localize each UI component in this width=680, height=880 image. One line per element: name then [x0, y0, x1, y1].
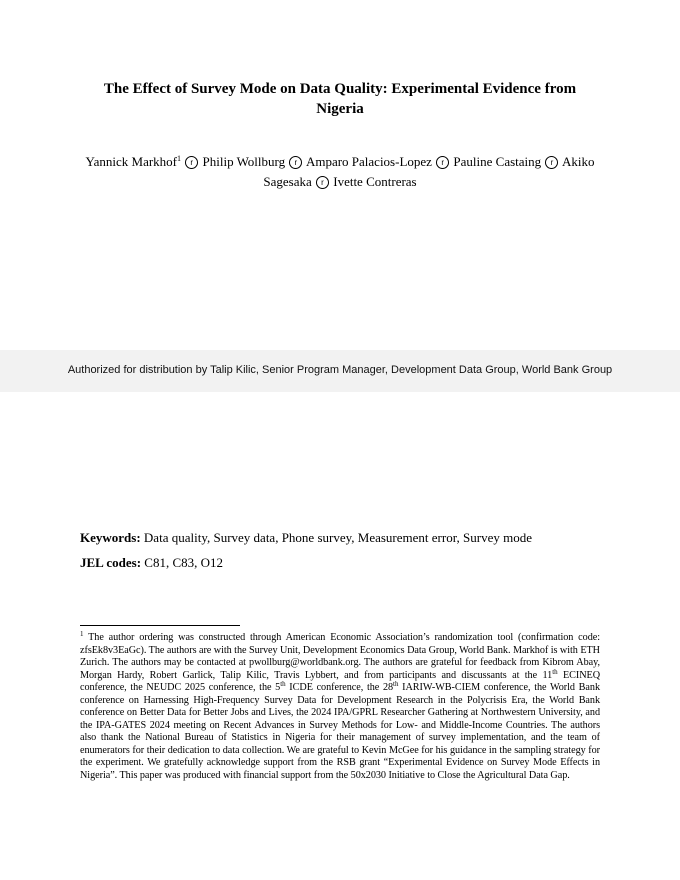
author-name: Pauline Castaing	[453, 154, 542, 169]
orcid-icon[interactable]: r	[316, 176, 329, 189]
author-name: Ivette Contreras	[333, 174, 417, 189]
jel-text: C81, C83, O12	[144, 555, 224, 570]
keywords-label: Keywords:	[80, 530, 141, 545]
footnote	[80, 632, 600, 782]
authorization-banner	[0, 350, 680, 392]
keywords-text: Data quality, Survey data, Phone survey, Measurement error, Survey mode	[143, 530, 532, 545]
author-name: Amparo Palacios-Lopez	[305, 154, 432, 169]
author-name: Yannick Markhof	[85, 154, 177, 169]
ordinal-suffix: th	[393, 680, 399, 688]
author-name: Philip Wollburg	[202, 154, 286, 169]
ordinal-suffix: th	[280, 680, 286, 688]
paper-title: The Effect of Survey Mode on Data Quality: Experimental Evidence from Nigeria	[103, 81, 577, 117]
orcid-icon[interactable]: r	[185, 156, 198, 169]
ordinal-suffix: th	[552, 667, 558, 676]
author-name: Akiko Sagesaka	[263, 154, 595, 189]
jel-label: JEL codes:	[80, 555, 142, 570]
jel-codes	[80, 554, 620, 572]
footnote-text: ECINEQ conference, the NEUDC 2025 conference, the 5	[80, 669, 600, 693]
footnote-text: IARIW-WB-CIEM conference, the World Bank conference on Harnessing High-Frequency Survey Data for Development Research in the Polycrisis Era, the World Bank conference on Better Data for Better Jobs and Lives, the 2024 IPA/GPRL Researcher Gathering at Northwestern University, and the IPA-GATES 2024 meeting on Recent Advances in Survey Methods for Low- and Middle-Income Countries. The authors also thank the National Bureau of Statistics in Nigeria for their management of survey implementation, and the team of enumerators for their dedication to data collection. We are grateful to Kevin McGee for his guidance in the sampling strategy for the experiment. We gratefully acknowledge support from the RSB grant “Experimental Evidence on Survey Mode Effects in Nigeria”. This paper was produced with financial support from the 50x2030 Initiative to Close the Agricultural Data Gap.	[80, 682, 600, 781]
footnote-divider	[80, 625, 240, 626]
footnote-text: The author ordering was constructed through American Economic Association’s randomization tool (confirmation code: zfsEk8v3EaGc). The authors are with the Survey Unit, Development Economics Data Group, World Bank. Markhof is with ETH Zurich. The authors may be contacted at pwollburg@worldbank.org. The authors are grateful for feedback from Kibrom Abay, Morgan Hardy, Robert Garlick, Talip Kilic, Travis Lybbert, and from participants and discussants at the 11	[80, 632, 600, 681]
orcid-icon[interactable]: r	[436, 156, 449, 169]
authorization-text: Authorized for distribution by Talip Kilic, Senior Program Manager, Development Data Group, World Bank Group	[67, 364, 613, 376]
keywords	[80, 529, 620, 547]
orcid-icon[interactable]: r	[289, 156, 302, 169]
footnote-text: ICDE conference, the 28	[285, 682, 394, 693]
author-list	[70, 152, 610, 192]
footnote-mark: 1	[177, 154, 181, 163]
footnote-mark: 1	[80, 630, 84, 638]
orcid-icon[interactable]: r	[545, 156, 558, 169]
